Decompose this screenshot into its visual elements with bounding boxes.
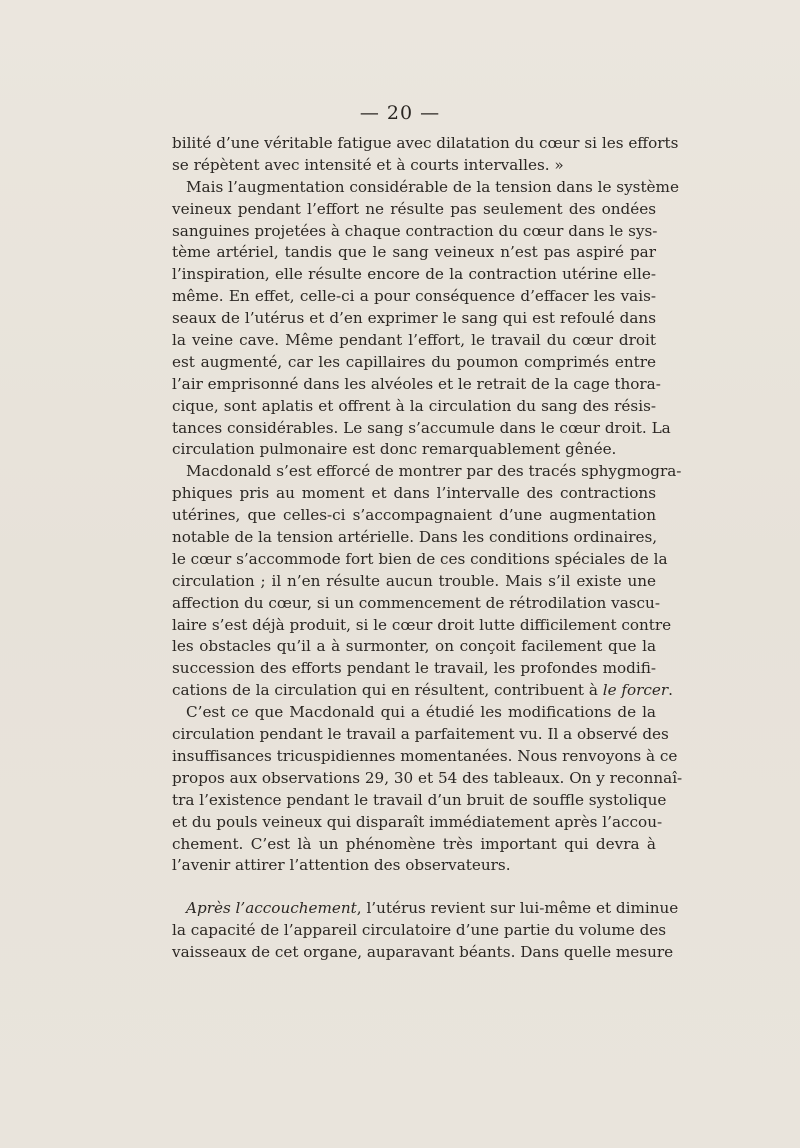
italic-text: le forcer <box>602 681 669 700</box>
text-line: chement. C’est là un phénomène très important qui devra à <box>172 834 656 853</box>
text-line: phiques pris au moment et dans l’intervalle des contractions <box>172 484 656 503</box>
text-line: Macdonald s’est efforcé de montrer par des tracés sphygmogra- <box>186 462 682 481</box>
paragraph <box>172 133 679 177</box>
text-line: cique, sont aplatis et offrent à la circulation du sang des résis- <box>172 396 656 415</box>
text-line: C’est ce que Macdonald qui a étudié les modifications de la <box>186 703 656 722</box>
text-line: même. En effet, celle-ci a pour conséquence d’effacer les vais- <box>172 287 656 306</box>
text-line: circulation pendant le travail a parfaitement vu. Il a observé des <box>172 725 669 744</box>
text-line: l’air emprisonné dans les alvéoles et le retrait de la cage thora- <box>172 374 661 393</box>
text-line: succession des efforts pendant le travail, les profondes modifi- <box>172 659 656 678</box>
text-line: tème artériel, tandis que le sang veineux n’est pas aspiré par <box>172 243 656 262</box>
italic-text: Après l’accouchement <box>186 899 357 918</box>
text-line: les obstacles qu’il a à surmonter, on conçoit facilement que la <box>172 637 656 656</box>
text-line: tances considérables. Le sang s’accumule dans le cœur droit. La <box>172 418 671 437</box>
text-line: circulation pulmonaire est donc remarquablement gênée. <box>172 440 617 459</box>
body-text <box>172 133 683 964</box>
text-line: la capacité de l’appareil circulatoire d’une partie du volume des <box>172 921 667 940</box>
page-number: — 20 — <box>359 102 441 124</box>
text-line: utérines, que celles-ci s’accompagnaient d’une augmentation <box>172 506 656 525</box>
text-line: et du pouls veineux qui disparaît immédiatement après l’accou- <box>172 812 663 831</box>
text-segment: , l’utérus revient sur lui-même et diminue <box>356 899 679 918</box>
text-line <box>172 680 673 702</box>
text-line: l’avenir attirer l’attention des observateurs. <box>172 856 511 875</box>
text-segment: cations de la circulation qui en résultent, contribuent à <box>172 681 598 700</box>
text-line: insuffisances tricuspidiennes momentanées. Nous renvoyons à ce <box>172 746 678 765</box>
paragraph <box>172 177 679 462</box>
text-line: affection du cœur, si un commencement de rétrodilation vascu- <box>172 593 660 612</box>
text-line <box>172 898 679 920</box>
paragraph <box>172 461 682 702</box>
text-segment: . <box>668 681 673 700</box>
text-line: propos aux observations 29, 30 et 54 des tableaux. On y reconnaî- <box>172 768 683 787</box>
paragraph <box>172 898 679 964</box>
text-line: tra l’existence pendant le travail d’un bruit de souffle systolique <box>172 790 667 809</box>
text-line: se répètent avec intensité et à courts intervalles. » <box>172 155 564 174</box>
text-line: vaisseaux de cet organe, auparavant béants. Dans quelle mesure <box>172 943 674 962</box>
text-line: sanguines projetées à chaque contraction du cœur dans le sys- <box>172 221 658 240</box>
paragraph <box>172 702 683 877</box>
text-line: circulation ; il n’en résulte aucun trouble. Mais s’il existe une <box>172 571 656 590</box>
text-line: bilité d’une véritable fatigue avec dilatation du cœur si les efforts <box>172 134 679 152</box>
text-line: est augmenté, car les capillaires du poumon comprimés entre <box>172 352 656 371</box>
section-gap <box>172 877 656 898</box>
text-line: l’inspiration, elle résulte encore de la contraction utérine elle- <box>172 265 656 284</box>
text-line: veineux pendant l’effort ne résulte pas seulement des ondées <box>172 199 656 218</box>
text-line: seaux de l’utérus et d’en exprimer le sang qui est refoulé dans <box>172 309 656 328</box>
text-line: laire s’est déjà produit, si le cœur droit lutte difficilement contre <box>172 615 672 634</box>
text-line: la veine cave. Même pendant l’effort, le travail du cœur droit <box>172 331 656 350</box>
text-line: Mais l’augmentation considérable de la tension dans le système <box>186 177 679 196</box>
text-line: le cœur s’accommode fort bien de ces conditions spéciales de la <box>172 549 668 568</box>
text-line: notable de la tension artérielle. Dans les conditions ordinaires, <box>172 528 658 547</box>
